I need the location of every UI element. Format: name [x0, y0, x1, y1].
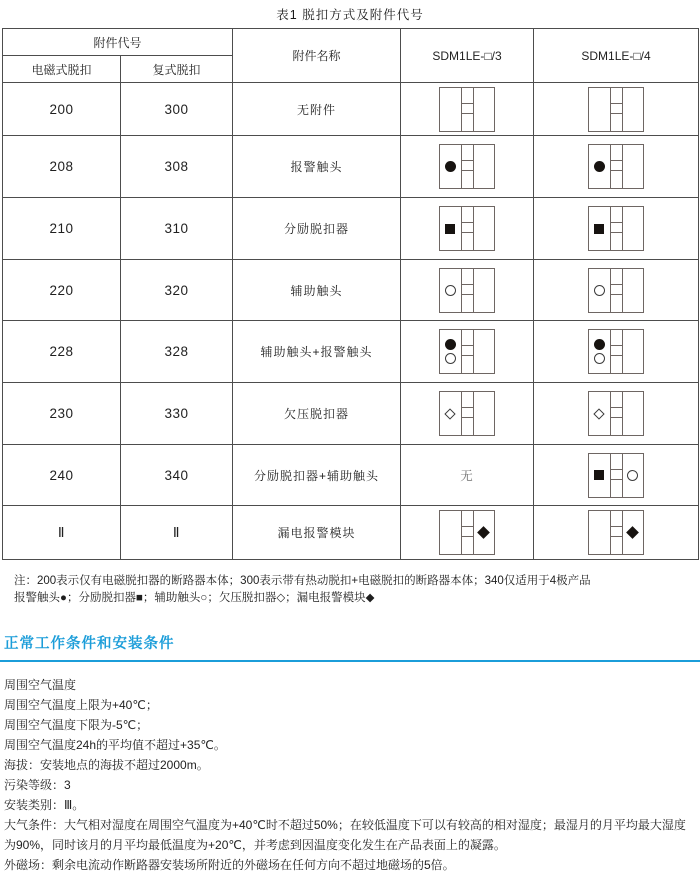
no-accessory-label: 无	[460, 468, 474, 483]
diagram-middle-pole	[462, 330, 474, 373]
electromagnetic-trip-code: Ⅱ	[3, 506, 121, 560]
diagram-segment	[462, 392, 473, 408]
circle-open-icon	[594, 353, 605, 364]
diagram-middle-pole	[611, 207, 623, 250]
header-accessory-code-group: 附件代号	[3, 29, 233, 56]
diagram-segment	[462, 88, 473, 104]
diagram-segment	[462, 114, 473, 131]
diagram-cell-3pole	[401, 506, 534, 560]
diagram-segment	[611, 392, 622, 408]
diagram-segment	[611, 470, 622, 480]
diagram-middle-pole	[462, 88, 474, 131]
electromagnetic-trip-code: 230	[3, 383, 121, 445]
breaker-module-diagram	[588, 329, 644, 374]
compound-trip-code: 340	[121, 445, 233, 506]
compound-trip-code: 310	[121, 198, 233, 260]
diagram-middle-pole	[462, 145, 474, 188]
table-notes	[14, 573, 700, 607]
diagram-middle-pole	[611, 330, 623, 373]
circle-open-icon	[627, 470, 638, 481]
breaker-module-diagram	[588, 510, 644, 555]
condition-line: 安装类别：Ⅲ。	[4, 798, 85, 812]
breaker-module-diagram	[588, 144, 644, 189]
diagram-middle-pole	[611, 511, 623, 554]
diagram-segment	[611, 346, 622, 356]
diamond-open-icon	[445, 408, 456, 419]
diagram-segment	[611, 104, 622, 114]
diagram-segment	[611, 480, 622, 497]
diagram-segment	[611, 408, 622, 418]
diagram-cell-3pole	[401, 83, 534, 136]
compound-trip-code: 328	[121, 321, 233, 383]
header-row-1	[3, 29, 699, 56]
diagram-right-pole	[623, 330, 643, 373]
header-sdm1le-4: SDM1LE-□/4	[534, 29, 699, 83]
diagram-right-pole	[474, 392, 494, 435]
diagram-right-pole	[474, 330, 494, 373]
diagram-cell-3pole	[401, 321, 534, 383]
diagram-segment	[611, 145, 622, 161]
breaker-module-diagram	[439, 329, 495, 374]
diagram-segment	[462, 207, 473, 223]
diagram-left-pole	[589, 145, 611, 188]
table-header	[3, 29, 699, 83]
breaker-module-diagram	[439, 510, 495, 555]
diagram-cell-4pole	[534, 321, 699, 383]
diagram-segment	[611, 295, 622, 312]
diagram-segment	[462, 330, 473, 346]
diagram-segment	[611, 330, 622, 346]
circle-open-icon	[445, 353, 456, 364]
diagram-segment	[462, 356, 473, 373]
diagram-right-pole	[623, 207, 643, 250]
diagram-segment	[462, 408, 473, 418]
diagram-cell-3pole	[401, 445, 534, 506]
accessory-code-table	[2, 28, 699, 560]
accessory-row	[3, 506, 699, 560]
square-filled-icon	[594, 224, 604, 234]
accessory-name: 辅助触头+报警触头	[233, 321, 401, 383]
diagram-cell-3pole	[401, 260, 534, 321]
note-line-1: 注：200表示仅有电磁脱扣器的断路器本体；300表示带有热动脱扣+电磁脱扣的断路器本体；340仅适用于4极产品	[14, 575, 591, 587]
header-accessory-name: 附件名称	[233, 29, 401, 83]
diagram-segment	[611, 171, 622, 188]
accessory-row	[3, 198, 699, 260]
diagram-segment	[611, 223, 622, 233]
condition-line: 海拔：安装地点的海拔不超过2000m。	[4, 758, 209, 772]
diagram-segment	[462, 295, 473, 312]
diagram-middle-pole	[611, 392, 623, 435]
diagram-cell-3pole	[401, 383, 534, 445]
breaker-module-diagram	[588, 268, 644, 313]
diagram-segment	[611, 207, 622, 223]
diagram-right-pole	[623, 269, 643, 312]
accessory-row	[3, 383, 699, 445]
breaker-module-diagram	[439, 268, 495, 313]
diagram-segment	[611, 418, 622, 435]
breaker-module-diagram	[588, 206, 644, 251]
diagram-left-pole	[440, 269, 462, 312]
diagram-middle-pole	[611, 269, 623, 312]
diagram-segment	[462, 104, 473, 114]
note-line-2: 报警触头●；分励脱扣器■；辅助触头○；欠压脱扣器◇；漏电报警模块◆	[14, 592, 375, 604]
accessory-row	[3, 260, 699, 321]
condition-line: 外磁场：剩余电流动作断路器安装场所附近的外磁场在任何方向不超过地磁场的5倍。	[4, 858, 455, 872]
diagram-left-pole	[589, 269, 611, 312]
header-electromagnetic-trip: 电磁式脱扣	[3, 56, 121, 83]
diagram-left-pole	[440, 207, 462, 250]
accessory-name: 漏电报警模块	[233, 506, 401, 560]
accessory-row	[3, 321, 699, 383]
breaker-module-diagram	[588, 87, 644, 132]
circle-filled-icon	[594, 161, 605, 172]
electromagnetic-trip-code: 200	[3, 83, 121, 136]
electromagnetic-trip-code: 210	[3, 198, 121, 260]
diagram-cell-4pole	[534, 136, 699, 198]
accessory-name: 无附件	[233, 83, 401, 136]
accessory-row	[3, 83, 699, 136]
square-filled-icon	[594, 470, 604, 480]
diagram-middle-pole	[462, 511, 474, 554]
breaker-module-diagram	[588, 391, 644, 436]
header-compound-trip: 复式脱扣	[121, 56, 233, 83]
condition-line: 周围空气温度	[4, 678, 77, 692]
conditions-text-block	[4, 675, 696, 875]
diagram-segment	[462, 233, 473, 250]
diagram-segment	[611, 537, 622, 554]
breaker-module-diagram	[439, 391, 495, 436]
condition-line: 周围空气温度24h的平均值不超过+35℃。	[4, 738, 226, 752]
condition-line: 周围空气温度上限为+40℃；	[4, 698, 158, 712]
diagram-segment	[462, 537, 473, 554]
diagram-left-pole	[589, 207, 611, 250]
diagram-right-pole	[623, 454, 643, 497]
table-title: 表1 脱扣方式及附件代号	[276, 8, 424, 22]
diagram-segment	[611, 233, 622, 250]
diagram-left-pole	[440, 330, 462, 373]
breaker-module-diagram	[439, 87, 495, 132]
accessory-table-body	[3, 83, 699, 560]
diagram-segment	[611, 454, 622, 470]
electromagnetic-trip-code: 220	[3, 260, 121, 321]
diagram-middle-pole	[611, 145, 623, 188]
condition-line: 大气条件：大气相对湿度在周围空气温度为+40℃时不超过50%；在较低温度下可以有较高的相对湿度；最湿月的月平均最大湿度为90%，同时该月的月平均最低温度为+20℃，并考虑到因温度变化发生在产品表面上的凝露。	[4, 818, 686, 852]
diagram-middle-pole	[462, 207, 474, 250]
accessory-name: 分励脱扣器	[233, 198, 401, 260]
diagram-cell-4pole	[534, 198, 699, 260]
diagram-segment	[611, 269, 622, 285]
accessory-row	[3, 136, 699, 198]
diagram-left-pole	[589, 454, 611, 497]
diamond-open-icon	[594, 408, 605, 419]
breaker-module-diagram	[588, 453, 644, 498]
diagram-segment	[462, 171, 473, 188]
diagram-left-pole	[589, 330, 611, 373]
diagram-segment	[462, 269, 473, 285]
diagram-left-pole	[440, 511, 462, 554]
diagram-left-pole	[589, 88, 611, 131]
diagram-segment	[611, 161, 622, 171]
diagram-segment	[611, 88, 622, 104]
diagram-right-pole	[623, 392, 643, 435]
circle-filled-icon	[445, 339, 456, 350]
condition-line: 周围空气温度下限为-5℃；	[4, 718, 149, 732]
diagram-segment	[462, 418, 473, 435]
diagram-cell-4pole	[534, 260, 699, 321]
diagram-right-pole	[474, 207, 494, 250]
diagram-cell-3pole	[401, 198, 534, 260]
diagram-right-pole	[623, 511, 643, 554]
diagram-right-pole	[474, 511, 494, 554]
square-filled-icon	[445, 224, 455, 234]
breaker-module-diagram	[439, 144, 495, 189]
accessory-name: 欠压脱扣器	[233, 383, 401, 445]
circle-filled-icon	[445, 161, 456, 172]
compound-trip-code: 330	[121, 383, 233, 445]
diagram-cell-4pole	[534, 506, 699, 560]
diagram-segment	[611, 527, 622, 537]
diagram-segment	[462, 285, 473, 295]
diamond-filled-icon	[478, 526, 491, 539]
diagram-left-pole	[440, 88, 462, 131]
diagram-segment	[462, 346, 473, 356]
diagram-middle-pole	[611, 88, 623, 131]
diagram-right-pole	[623, 145, 643, 188]
diagram-segment	[462, 223, 473, 233]
diagram-cell-3pole	[401, 136, 534, 198]
diagram-left-pole	[440, 392, 462, 435]
diagram-middle-pole	[611, 454, 623, 497]
diagram-segment	[462, 145, 473, 161]
diagram-segment	[462, 161, 473, 171]
diagram-right-pole	[474, 88, 494, 131]
accessory-name: 分励脱扣器+辅助触头	[233, 445, 401, 506]
compound-trip-code: Ⅱ	[121, 506, 233, 560]
circle-open-icon	[594, 285, 605, 296]
diagram-right-pole	[623, 88, 643, 131]
electromagnetic-trip-code: 240	[3, 445, 121, 506]
section-title-normal-conditions: 正常工作条件和安装条件	[0, 632, 700, 662]
circle-open-icon	[445, 285, 456, 296]
diagram-segment	[462, 511, 473, 527]
electromagnetic-trip-code: 208	[3, 136, 121, 198]
diagram-right-pole	[474, 269, 494, 312]
electromagnetic-trip-code: 228	[3, 321, 121, 383]
accessory-row	[3, 445, 699, 506]
diagram-middle-pole	[462, 269, 474, 312]
diagram-cell-4pole	[534, 445, 699, 506]
circle-filled-icon	[594, 339, 605, 350]
diagram-segment	[462, 527, 473, 537]
diagram-cell-4pole	[534, 383, 699, 445]
diagram-segment	[611, 285, 622, 295]
diagram-segment	[611, 114, 622, 131]
compound-trip-code: 308	[121, 136, 233, 198]
diagram-left-pole	[440, 145, 462, 188]
diagram-segment	[611, 356, 622, 373]
diamond-filled-icon	[627, 526, 640, 539]
diagram-segment	[611, 511, 622, 527]
diagram-left-pole	[589, 392, 611, 435]
diagram-cell-4pole	[534, 83, 699, 136]
condition-line: 污染等级：3	[4, 778, 71, 792]
compound-trip-code: 300	[121, 83, 233, 136]
diagram-right-pole	[474, 145, 494, 188]
diagram-middle-pole	[462, 392, 474, 435]
breaker-module-diagram	[439, 206, 495, 251]
accessory-name: 报警触头	[233, 136, 401, 198]
compound-trip-code: 320	[121, 260, 233, 321]
diagram-left-pole	[589, 511, 611, 554]
header-sdm1le-3: SDM1LE-□/3	[401, 29, 534, 83]
accessory-name: 辅助触头	[233, 260, 401, 321]
